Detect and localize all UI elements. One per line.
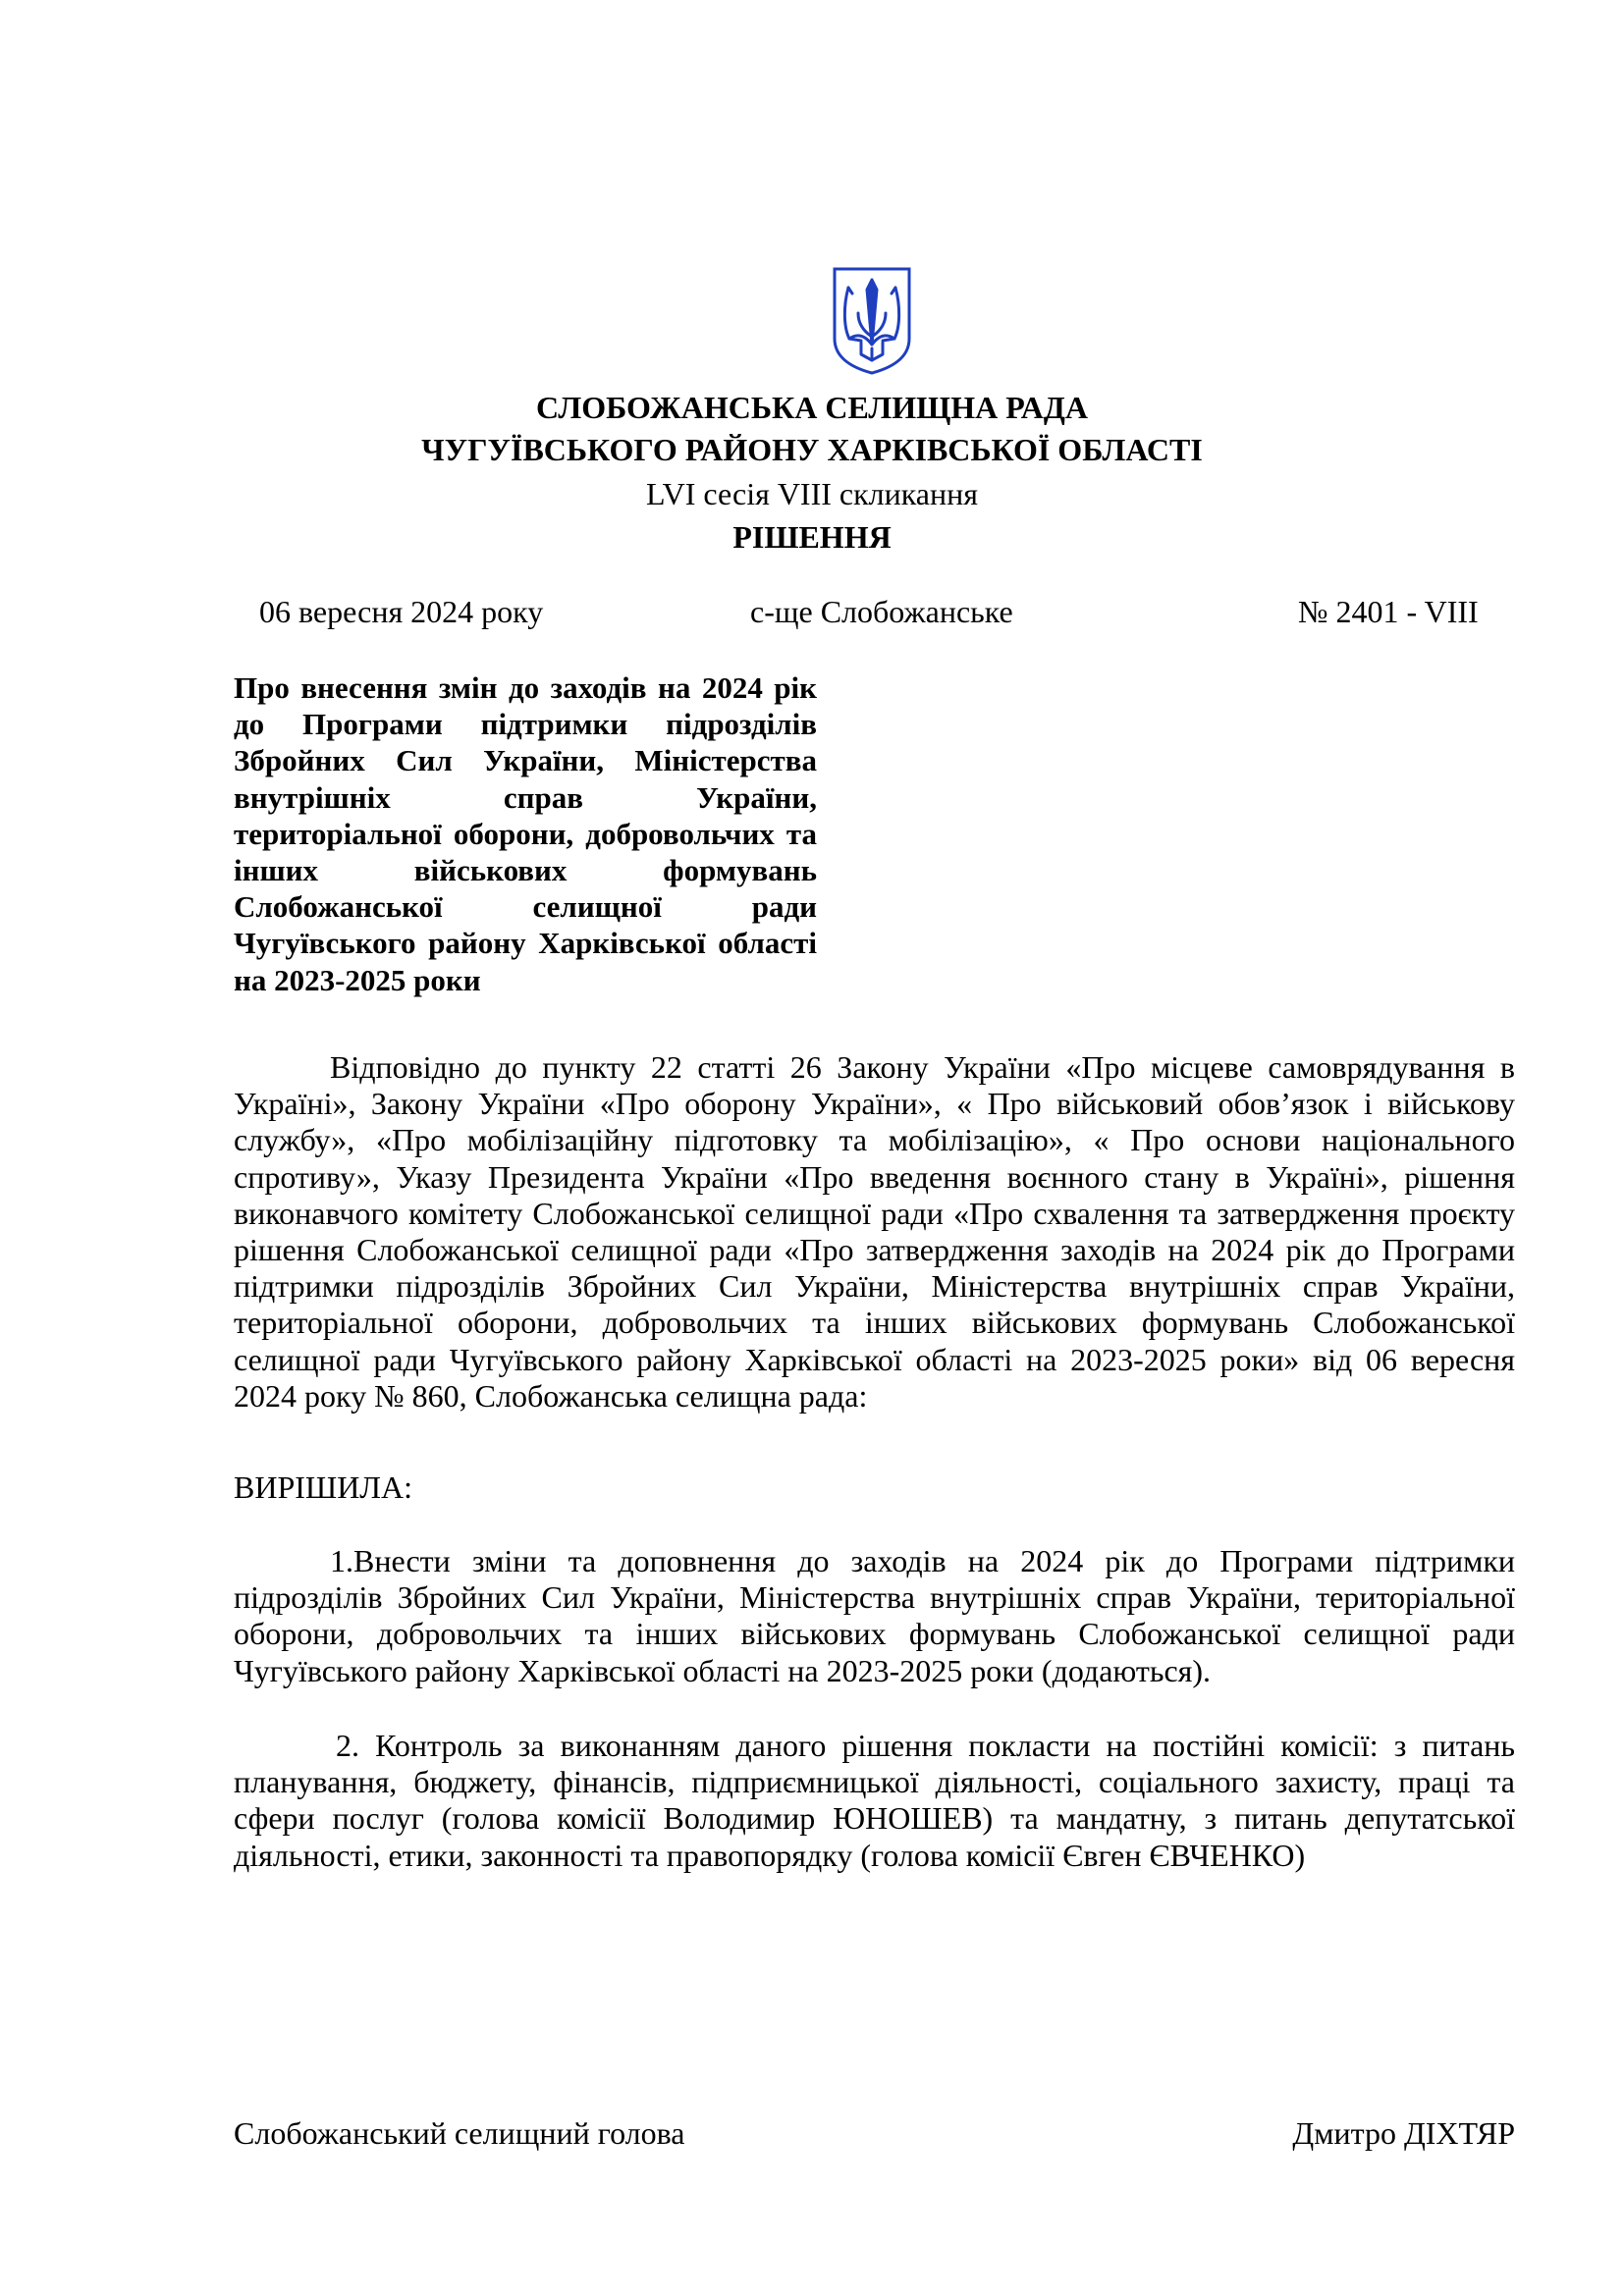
document-type-title: РІШЕННЯ bbox=[732, 519, 892, 555]
signer-position: Слобожанський селищний голова bbox=[234, 2115, 685, 2151]
preamble-paragraph: Відповідно до пункту 22 статті 26 Закону України «Про місцеве самоврядування в Україні», Закону України «Про оборону України», « Про військовий обов’язок і військову службу», «Про мобілізаційну підготовку та мобілізацію», « Про основи національного спротиву», Указу Президента України «Про введення воєнного стану в Україні», рішення виконавчого комітету Слобожанської селищної ради «Про схвалення та затвердження проєкту рішення Слобожанської селищної ради «Про затвердження заходів на 2024 рік до Програми підтримки підрозділів Збройних Сил України, Міністерства внутрішніх справ України, територіальної оборони, добровольчих та інших військових формувань Слобожанської селищної ради Чугуївського району Харківської області на 2023-2025 роки» від 06 вересня 2024 року № 860, Слобожанська селищна рада: bbox=[234, 1049, 1515, 1414]
signer-name: Дмитро ДІХТЯР bbox=[1292, 2115, 1515, 2151]
decision-item-2: 2. Контроль за виконанням даного рішення покласти на постійні комісії: з питань планування, бюджету, фінансів, підприємницької діяльності, соціального захисту, праці та сфери послуг (голова комісії Володимир ЮНОШЕВ) та мандатну, з питань депутатської діяльності, етики, законності та правопорядку (голова комісії Євген ЄВЧЕНКО) bbox=[234, 1728, 1515, 1873]
document-date: 06 вересня 2024 року bbox=[259, 594, 544, 629]
decided-label: ВИРІШИЛА: bbox=[234, 1469, 412, 1505]
session-line: LVI сесія VIII скликання bbox=[646, 476, 978, 511]
decision-item-1: 1.Внести зміни та доповнення до заходів на 2024 рік до Програми підтримки підрозділів Збройних Сил України, Міністерства внутрішніх справ України, територіальної оборони, добровольчих та інших військових формувань Слобожанської селищної ради Чугуївського району Харківської області на 2023-2025 роки (додаються). bbox=[234, 1543, 1515, 1688]
decision-subject: Про внесення змін до заходів на 2024 рік до Програми підтримки підрозділів Збройних Сил України, Міністерства внутрішніх справ України, територіальної оборони, добровольчих та інших військових формувань Слобожанської селищної ради Чугуївського району Харківської області на 2023-2025 роки bbox=[234, 670, 817, 997]
council-name-line-1: СЛОБОЖАНСЬКА СЕЛИЩНА РАДА bbox=[536, 390, 1088, 425]
council-name-line-2: ЧУГУЇВСЬКОГО РАЙОНУ ХАРКІВСЬКОЇ ОБЛАСТІ bbox=[421, 432, 1203, 467]
document-place: с-ще Слобожанське bbox=[750, 594, 1013, 629]
trident-coat-of-arms-icon bbox=[832, 266, 912, 376]
document-number: № 2401 - VIII bbox=[1298, 594, 1479, 629]
